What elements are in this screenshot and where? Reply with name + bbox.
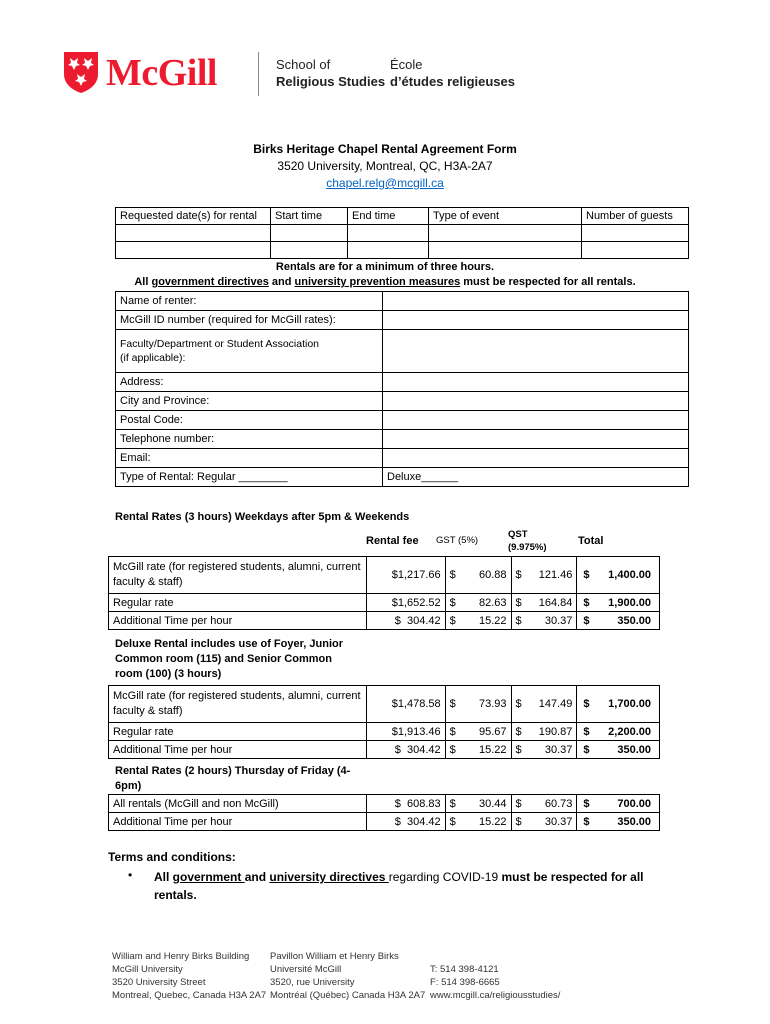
- footer-contact: [430, 963, 560, 1002]
- rate-desc: Additional Time per hour: [109, 612, 367, 630]
- rate-total: $ 1,900.00: [577, 594, 660, 612]
- rate-desc: Regular rate: [109, 723, 367, 741]
- rate-fee: $ 304.42: [367, 813, 445, 831]
- rate-gst: $ 15.22: [445, 612, 511, 630]
- contact-email-link[interactable]: chapel.relg@mcgill.ca: [326, 176, 444, 190]
- department-english: School of Religious Studies: [276, 57, 386, 89]
- table-row: [109, 813, 660, 831]
- faculty-label: Faculty/Department or Student Association (if applicable):: [116, 330, 383, 373]
- postal-field[interactable]: [383, 411, 689, 430]
- header-start-time: Start time: [271, 208, 348, 225]
- section-deluxe-rates: Deluxe Rental includes use of Foyer, Junior Common room (115) and Senior Common room (100) (3 hours): [115, 638, 344, 680]
- rate-total: $ 1,400.00: [577, 557, 660, 594]
- table-row: [109, 795, 660, 813]
- table-row: [116, 242, 689, 259]
- rate-fee: $1,478.58: [367, 686, 445, 723]
- col-gst: GST (5%): [436, 535, 479, 546]
- footer-phone: T: 514 398-4121: [430, 964, 499, 975]
- table-row: [109, 723, 660, 741]
- rate-fee: $1,913.46: [367, 723, 445, 741]
- table-row: [109, 741, 660, 759]
- rate-qst: $ 30.37: [511, 612, 577, 630]
- mcgill-shield-icon: [62, 50, 100, 94]
- renter-info-table: [115, 291, 689, 487]
- rate-fee: $1,217.66: [367, 557, 445, 594]
- rate-total: $ 350.00: [577, 612, 660, 630]
- rate-gst: $ 95.67: [445, 723, 511, 741]
- address-field[interactable]: [383, 373, 689, 392]
- rental-type-regular[interactable]: Type of Rental: Regular ________: [116, 468, 383, 487]
- table-row: [109, 557, 660, 594]
- rate-total: $ 350.00: [577, 741, 660, 759]
- dates-table: [115, 207, 689, 259]
- header-requested-dates: Requested date(s) for rental: [116, 208, 271, 225]
- bullet-icon: •: [128, 868, 133, 882]
- department-french: École d’études religieuses: [390, 57, 515, 89]
- rate-total: $ 350.00: [577, 813, 660, 831]
- rate-fee: $ 608.83: [367, 795, 445, 813]
- section-thursday-rates: Rental Rates (2 hours) Thursday of Friday (4- 6pm): [115, 765, 351, 792]
- table-row: [109, 594, 660, 612]
- footer-fax: F: 514 398-6665: [430, 977, 500, 988]
- footer-address-french: Pavillon William et Henry Birks Université McGill 3520, rue University Montréal (Québec) Canada H3A 2A7: [270, 951, 426, 1001]
- start-time-field[interactable]: [271, 225, 348, 242]
- email-label: Email:: [116, 449, 383, 468]
- minimum-hours-notice: Rentals are for a minimum of three hours.: [275, 261, 495, 273]
- header-end-time: End time: [348, 208, 429, 225]
- rate-qst: $ 121.46: [511, 557, 577, 594]
- rate-gst: $ 15.22: [445, 741, 511, 759]
- requested-date-field[interactable]: [116, 242, 271, 259]
- start-time-field[interactable]: [271, 242, 348, 259]
- postal-label: Postal Code:: [116, 411, 383, 430]
- email-field[interactable]: [383, 449, 689, 468]
- table-row: [116, 225, 689, 242]
- col-total: Total: [578, 535, 604, 547]
- footer-address-english: William and Henry Birks Building McGill University 3520 University Street Montreal, Quebec, Canada H3A 2A7: [112, 951, 267, 1001]
- end-time-field[interactable]: [348, 242, 429, 259]
- rate-gst: $ 15.22: [445, 813, 511, 831]
- rate-total: $ 1,700.00: [577, 686, 660, 723]
- renter-name-field[interactable]: [383, 292, 689, 311]
- renter-name-label: Name of renter:: [116, 292, 383, 311]
- rate-qst: $ 190.87: [511, 723, 577, 741]
- col-qst: QST (9.975%): [508, 529, 547, 553]
- rate-total: $ 700.00: [577, 795, 660, 813]
- table-row: [109, 686, 660, 723]
- guests-field[interactable]: [582, 225, 689, 242]
- rate-desc: McGill rate (for registered students, alumni, current faculty & staff): [109, 557, 367, 594]
- rate-qst: $ 30.37: [511, 813, 577, 831]
- directives-notice: All government directives and university prevention measures must be respected for all rentals.: [134, 276, 636, 288]
- rate-fee: $ 304.42: [367, 741, 445, 759]
- mcgill-id-field[interactable]: [383, 311, 689, 330]
- table-row: [109, 612, 660, 630]
- chapel-address: 3520 University, Montreal, QC, H3A-2A7: [277, 159, 493, 173]
- regular-rates-table: [108, 556, 660, 630]
- city-field[interactable]: [383, 392, 689, 411]
- rate-total: $ 2,200.00: [577, 723, 660, 741]
- phone-label: Telephone number:: [116, 430, 383, 449]
- faculty-field[interactable]: [383, 330, 689, 373]
- terms-item: All government and university directives regarding COVID-19 must be respected for all rentals.: [154, 870, 644, 902]
- section-weekday-rates: Rental Rates (3 hours) Weekdays after 5pm & Weekends: [115, 511, 410, 523]
- form-title: Birks Heritage Chapel Rental Agreement Form: [253, 142, 517, 156]
- rate-qst: $ 30.37: [511, 741, 577, 759]
- footer-web-link[interactable]: www.mcgill.ca/religiousstudies/: [430, 990, 561, 1001]
- city-label: City and Province:: [116, 392, 383, 411]
- address-label: Address:: [116, 373, 383, 392]
- mcgill-logo: [62, 50, 262, 96]
- event-type-field[interactable]: [429, 242, 582, 259]
- guests-field[interactable]: [582, 242, 689, 259]
- rate-desc: McGill rate (for registered students, alumni, current faculty & staff): [109, 686, 367, 723]
- col-rental-fee: Rental fee: [366, 535, 419, 547]
- event-type-field[interactable]: [429, 225, 582, 242]
- rate-qst: $ 147.49: [511, 686, 577, 723]
- rate-gst: $ 30.44: [445, 795, 511, 813]
- end-time-field[interactable]: [348, 225, 429, 242]
- rate-gst: $ 73.93: [445, 686, 511, 723]
- mcgill-id-label: McGill ID number (required for McGill rates):: [116, 311, 383, 330]
- rate-desc: Regular rate: [109, 594, 367, 612]
- terms-heading: Terms and conditions:: [108, 850, 236, 864]
- thursday-rates-table: [108, 794, 660, 831]
- header-number-of-guests: Number of guests: [582, 208, 689, 225]
- rate-qst: $ 60.73: [511, 795, 577, 813]
- rate-desc: All rentals (McGill and non McGill): [109, 795, 367, 813]
- rate-fee: $ 304.42: [367, 612, 445, 630]
- header-type-of-event: Type of event: [429, 208, 582, 225]
- brand-wordmark: McGill: [106, 52, 217, 94]
- header-divider: [258, 52, 259, 96]
- deluxe-rates-table: [108, 685, 660, 759]
- rate-qst: $ 164.84: [511, 594, 577, 612]
- rate-gst: $ 82.63: [445, 594, 511, 612]
- rate-gst: $ 60.88: [445, 557, 511, 594]
- rate-desc: Additional Time per hour: [109, 813, 367, 831]
- phone-field[interactable]: [383, 430, 689, 449]
- rental-type-deluxe[interactable]: Deluxe______: [383, 468, 689, 487]
- requested-date-field[interactable]: [116, 225, 271, 242]
- rate-desc: Additional Time per hour: [109, 741, 367, 759]
- rate-fee: $1,652.52: [367, 594, 445, 612]
